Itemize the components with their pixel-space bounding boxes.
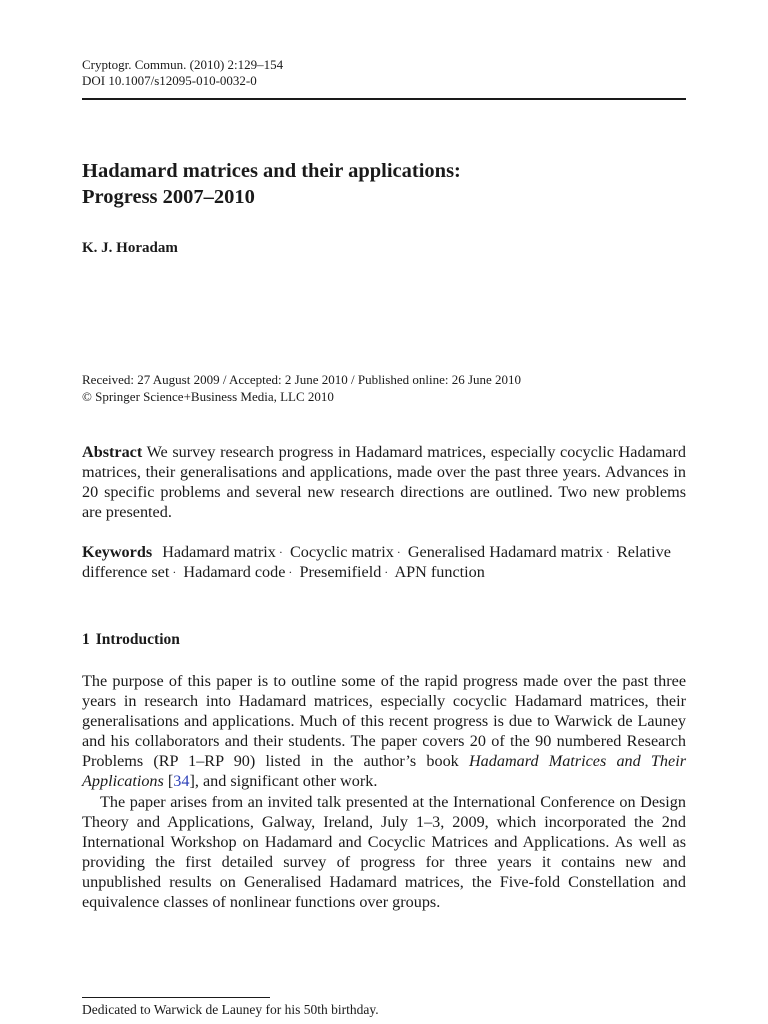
keywords-label: Keywords [82, 543, 153, 561]
doi-line: DOI 10.1007/s12095-010-0032-0 [82, 73, 257, 88]
author-name: K. J. Horadam [82, 240, 178, 256]
citation-bracket: [ [163, 772, 174, 791]
publication-info [82, 371, 521, 405]
keyword-item: APN function [394, 563, 485, 581]
keyword-separator: · [396, 545, 401, 559]
keyword-separator: · [605, 545, 610, 559]
keyword-separator: · [288, 565, 293, 579]
keyword-separator: · [278, 545, 283, 559]
book-title: Hadamard Matrices and Their Applications [82, 752, 686, 791]
paragraph-1 [82, 671, 686, 792]
publication-dates: Received: 27 August 2009 / Accepted: 2 June 2010 / Published online: 26 June 2010 [82, 372, 522, 387]
footnote: Dedicated to Warwick de Launey for his 50th birthday. [82, 1002, 379, 1017]
abstract-label: Abstract [82, 443, 143, 461]
paper-page [82, 0, 686, 1024]
copyright-line: © Springer Science+Business Media, LLC 2010 [82, 389, 334, 404]
footnote-rule [82, 997, 270, 998]
citation-link-34[interactable]: 34 [173, 772, 190, 791]
paper-title [82, 158, 461, 210]
paragraph-1-text: The purpose of this paper is to outline some of the rapid progress made over the past three years in research into Hadamard matrices, especially cocyclic Hadamard matrices, their generalisations and applications. Much of this recent progress is due to Warwick de Launey and his collaborators and their students. The paper covers 20 of the 90 numbered Research Problems (RP 1–RP 90) listed in the author’s book [82, 672, 686, 771]
journal-citation: Cryptogr. Commun. (2010) 2:129–154 [82, 57, 284, 72]
keyword-separator: · [384, 565, 389, 579]
section-title: Introduction [95, 631, 180, 648]
abstract-text: We survey research progress in Hadamard matrices, especially cocyclic Hadamard matrices, their generalisations and applications, made over the past three years. Advances in 20 specific problems and several new research directions are outlined. Two new problems are presented. [82, 443, 686, 521]
keyword-item: Presemifield [299, 563, 382, 581]
keywords [82, 542, 686, 582]
section-number: 1 [82, 631, 90, 648]
keyword-item: Hadamard code [183, 563, 286, 581]
keyword-separator: · [172, 565, 177, 579]
header-rule [82, 98, 686, 100]
journal-header [82, 57, 283, 89]
section-heading [82, 631, 180, 649]
title-line-2: Progress 2007–2010 [82, 186, 255, 208]
keyword-item: Generalised Hadamard matrix [407, 543, 603, 561]
title-line-1: Hadamard matrices and their applications: [82, 160, 461, 182]
paragraph-1-end: ], and significant other work. [189, 772, 378, 791]
paragraph-2: The paper arises from an invited talk presented at the International Conference on Design Theory and Applications, Galway, Ireland, July 1–3, 2009, which incorporated the 2nd International Workshop on Hadamard and Cocyclic Matrices and Applications. As well as providing the first detailed survey of progress for three years it contains new and unpublished results on Generalised Hadamard matrices, the Five-fold Constellation and equivalence classes of nonlinear functions over groups. [82, 792, 686, 912]
keyword-item: Hadamard matrix [162, 543, 276, 561]
body-text [82, 671, 686, 912]
abstract [82, 442, 686, 522]
keyword-item: Cocyclic matrix [289, 543, 394, 561]
keyword-item: Relative difference set [82, 543, 671, 581]
